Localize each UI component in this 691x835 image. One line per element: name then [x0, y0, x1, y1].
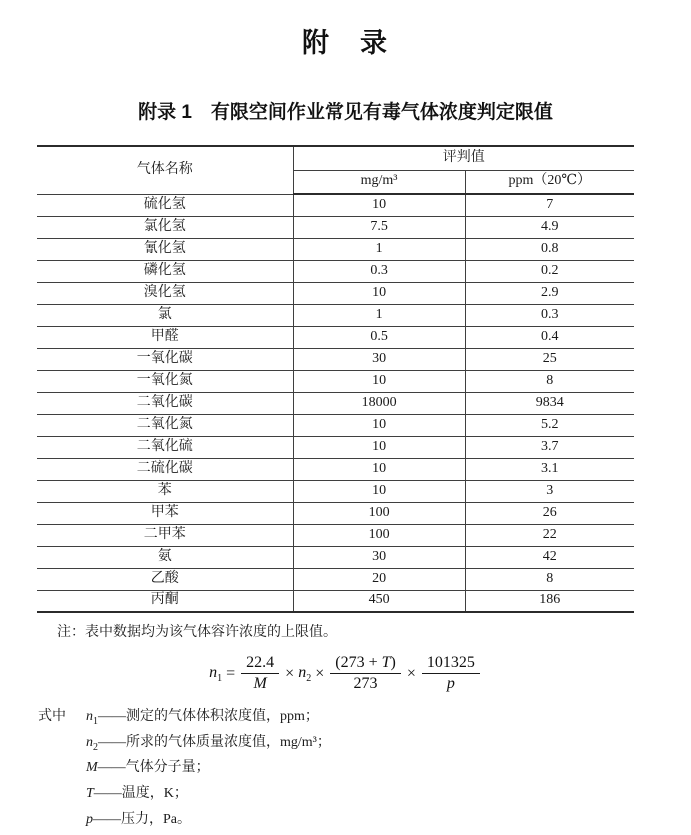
ppm-value-cell: 42: [465, 546, 634, 568]
gas-name-cell: 乙酸: [37, 568, 293, 590]
ppm-value-cell: 8: [465, 568, 634, 590]
mg-value-cell: 18000: [293, 392, 465, 414]
table-row: [37, 480, 634, 502]
gas-name-cell: 硫化氢: [37, 194, 293, 216]
appendix-1-heading: 附录 1 有限空间作业常见有毒气体浓度判定限值: [138, 102, 553, 123]
gas-name-cell: 苯: [37, 480, 293, 502]
definition-n1: $n_1——$测定的气体体积浓度值，ppm；: [86, 708, 319, 727]
gas-name-cell: 溴化氢: [37, 282, 293, 304]
table-row: [37, 546, 634, 568]
mg-value-cell: 1: [293, 304, 465, 326]
multiply-sign: ×: [315, 664, 325, 682]
ppm-value-cell: 2.9: [465, 282, 634, 304]
table-row: [37, 458, 634, 480]
gas-name-cell: 一氧化氮: [37, 370, 293, 392]
mg-value-cell: 10: [293, 282, 465, 304]
col-header-mg-per-m3: mg/m³: [293, 170, 465, 194]
table-row: [37, 260, 634, 282]
gas-name-cell: 氯: [37, 304, 293, 326]
ppm-value-cell: 0.4: [465, 326, 634, 348]
gas-name-cell: 二硫化碳: [37, 458, 293, 480]
fraction-273-plus-T-over-273: $\frac{(273 + T)}{273}$: [330, 654, 401, 694]
gas-name-cell: 氰化氢: [37, 238, 293, 260]
definition-T: T——温度，K；: [86, 786, 188, 802]
mg-value-cell: 0.3: [293, 260, 465, 282]
gas-name-cell: 磷化氢: [37, 260, 293, 282]
ppm-value-cell: 25: [465, 348, 634, 370]
gas-name-cell: 甲醛: [37, 326, 293, 348]
ppm-value-cell: 0.2: [465, 260, 634, 282]
gas-name-cell: 氯化氢: [37, 216, 293, 238]
table-row: [37, 414, 634, 436]
table-row: [37, 326, 634, 348]
table-row: [37, 590, 634, 612]
gas-name-cell: 二甲苯: [37, 524, 293, 546]
ppm-value-cell: 3.1: [465, 458, 634, 480]
col-header-ppm: ppm（20℃）: [465, 170, 634, 194]
multiply-sign: ×: [285, 664, 295, 682]
table-row: [37, 194, 634, 216]
definition-p: p——压力，Pa。: [86, 811, 191, 827]
table-row: [37, 370, 634, 392]
definition-n2: $n_2——$所求的气体质量浓度值，mg/m³；: [86, 734, 331, 753]
mg-value-cell: 10: [293, 370, 465, 392]
gas-name-cell: 二氧化碳: [37, 392, 293, 414]
ppm-value-cell: 4.9: [465, 216, 634, 238]
mg-value-cell: 100: [293, 502, 465, 524]
table-row: [37, 436, 634, 458]
ppm-value-cell: 7: [465, 194, 634, 216]
ppm-value-cell: 26: [465, 502, 634, 524]
gas-name-cell: 丙酮: [37, 590, 293, 612]
table-row: [37, 524, 634, 546]
col-header-gas-name: 气体名称: [37, 146, 293, 194]
table-row: [37, 568, 634, 590]
symbol-definitions: [38, 706, 691, 835]
ppm-value-cell: 3.7: [465, 436, 634, 458]
ppm-value-cell: 0.8: [465, 238, 634, 260]
mg-value-cell: 1: [293, 238, 465, 260]
table-header-row-1: [37, 146, 634, 170]
mg-value-cell: 10: [293, 458, 465, 480]
definition-M: M——气体分子量；: [86, 760, 210, 776]
ppm-value-cell: 8: [465, 370, 634, 392]
fraction-101325-over-p: $\frac{101325}{p}$: [422, 654, 480, 694]
gas-name-cell: 一氧化碳: [37, 348, 293, 370]
mg-value-cell: 10: [293, 480, 465, 502]
table-row: [37, 304, 634, 326]
table-row: [37, 392, 634, 414]
ppm-value-cell: 0.3: [465, 304, 634, 326]
ppm-value-cell: 5.2: [465, 414, 634, 436]
mg-value-cell: 100: [293, 524, 465, 546]
table-row: [37, 216, 634, 238]
mg-value-cell: 10: [293, 194, 465, 216]
gas-name-cell: 二氧化硫: [37, 436, 293, 458]
mg-value-cell: 30: [293, 546, 465, 568]
appendix-title: 附 录: [302, 28, 389, 58]
table-row: [37, 348, 634, 370]
gas-name-cell: 氨: [37, 546, 293, 568]
conversion-formula: [0, 654, 691, 694]
mg-value-cell: 30: [293, 348, 465, 370]
fraction-22-4-over-M: $\frac{22.4}{M}$: [241, 654, 279, 694]
formula-n2: $n_2$: [298, 663, 312, 684]
equals-sign: =: [226, 664, 236, 682]
gas-limits-table: [37, 145, 634, 613]
mg-value-cell: 20: [293, 568, 465, 590]
mg-value-cell: 10: [293, 436, 465, 458]
ppm-value-cell: 3: [465, 480, 634, 502]
ppm-value-cell: 186: [465, 590, 634, 612]
table-note: 注：表中数据均为该气体容许浓度的上限值。: [57, 625, 337, 640]
table-row: [37, 282, 634, 304]
multiply-sign: ×: [406, 664, 416, 682]
mg-value-cell: 7.5: [293, 216, 465, 238]
col-header-judgment-value: 评判值: [293, 146, 634, 170]
mg-value-cell: 450: [293, 590, 465, 612]
formula-lhs: $n_1$: [209, 663, 223, 684]
mg-value-cell: 10: [293, 414, 465, 436]
ppm-value-cell: 9834: [465, 392, 634, 414]
gas-name-cell: 甲苯: [37, 502, 293, 524]
table-row: [37, 502, 634, 524]
table-row: [37, 238, 634, 260]
gas-name-cell: 二氧化氮: [37, 414, 293, 436]
where-prefix: 式中: [38, 708, 66, 724]
ppm-value-cell: 22: [465, 524, 634, 546]
mg-value-cell: 0.5: [293, 326, 465, 348]
